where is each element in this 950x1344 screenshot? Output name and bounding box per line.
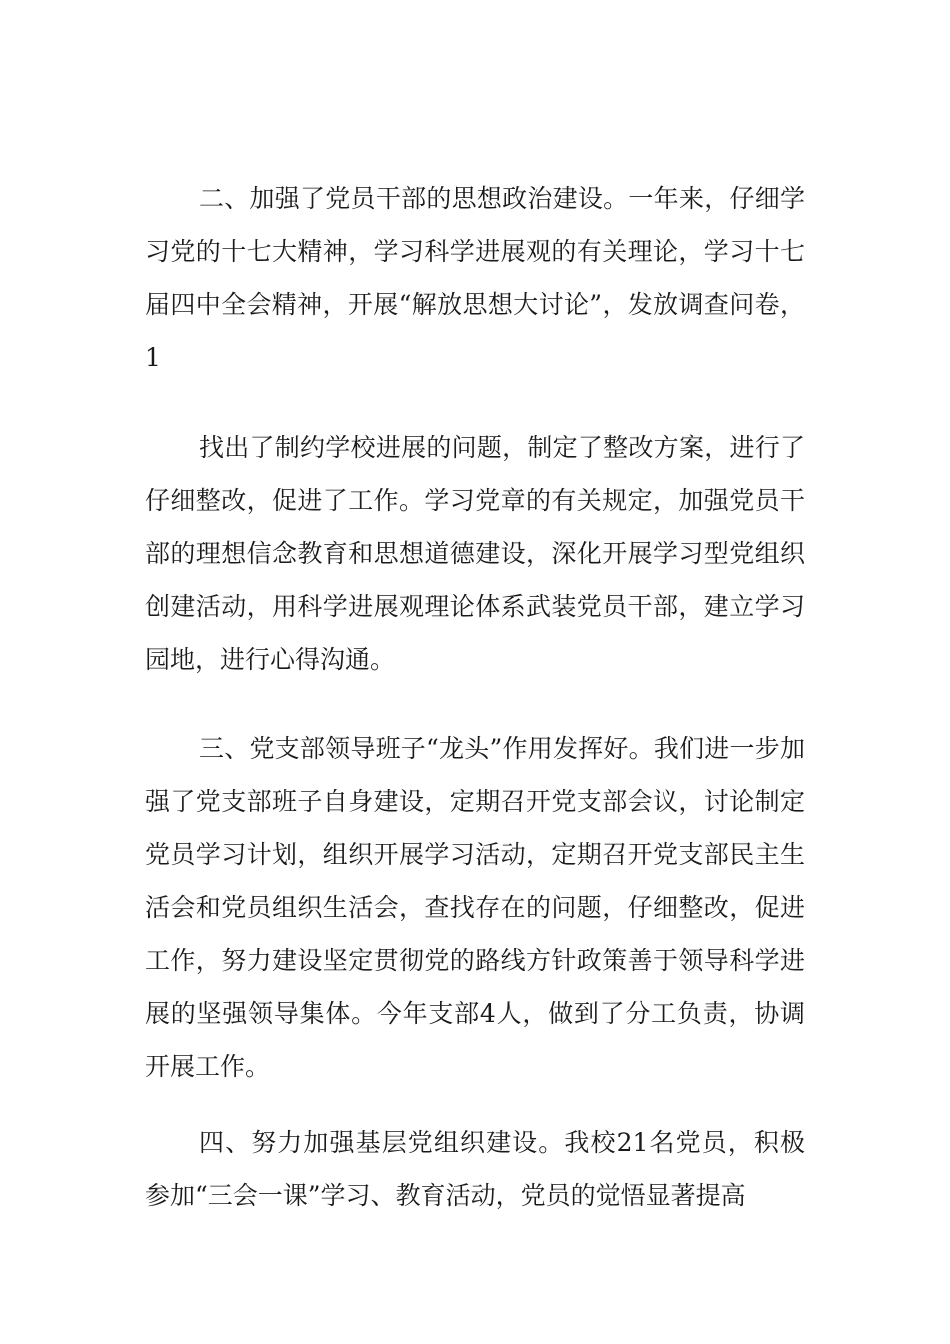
paragraph-section-two: 二、加强了党员干部的思想政治建设。一年来，仔细学习党的十七大精神，学习科学进展观的有关理论，学习十七届四中全会精神，开展“解放思想大讨论”，发放调查问卷，1 bbox=[145, 184, 805, 372]
paragraph-section-two-continued: 找出了制约学校进展的问题，制定了整改方案，进行了仔细整改，促进了工作。学习党章的有关规定，加强党员干部的理想信念教育和思想道德建设，深化开展学习型党组织创建活动，用科学进展观理论体系武装党员干部，建立学习园地，进行心得沟通。 bbox=[145, 433, 805, 674]
paragraph-section-four: 四、努力加强基层党组织建设。我校21名党员，积极参加“三会一课”学习、教育活动，党员的觉悟显著提高 bbox=[145, 1128, 805, 1210]
paragraph-section-three: 三、党支部领导班子“龙头”作用发挥好。我们进一步加强了党支部班子自身建设，定期召开党支部会议，讨论制定党员学习计划，组织开展学习活动，定期召开党支部民主生活会和党员组织生活会，查找存在的问题，仔细整改，促进工作，努力建设坚定贯彻党的路线方针政策善于领导科学进展的坚强领导集体。今年支部4人，做到了分工负责，协调开展工作。 bbox=[145, 734, 805, 1081]
